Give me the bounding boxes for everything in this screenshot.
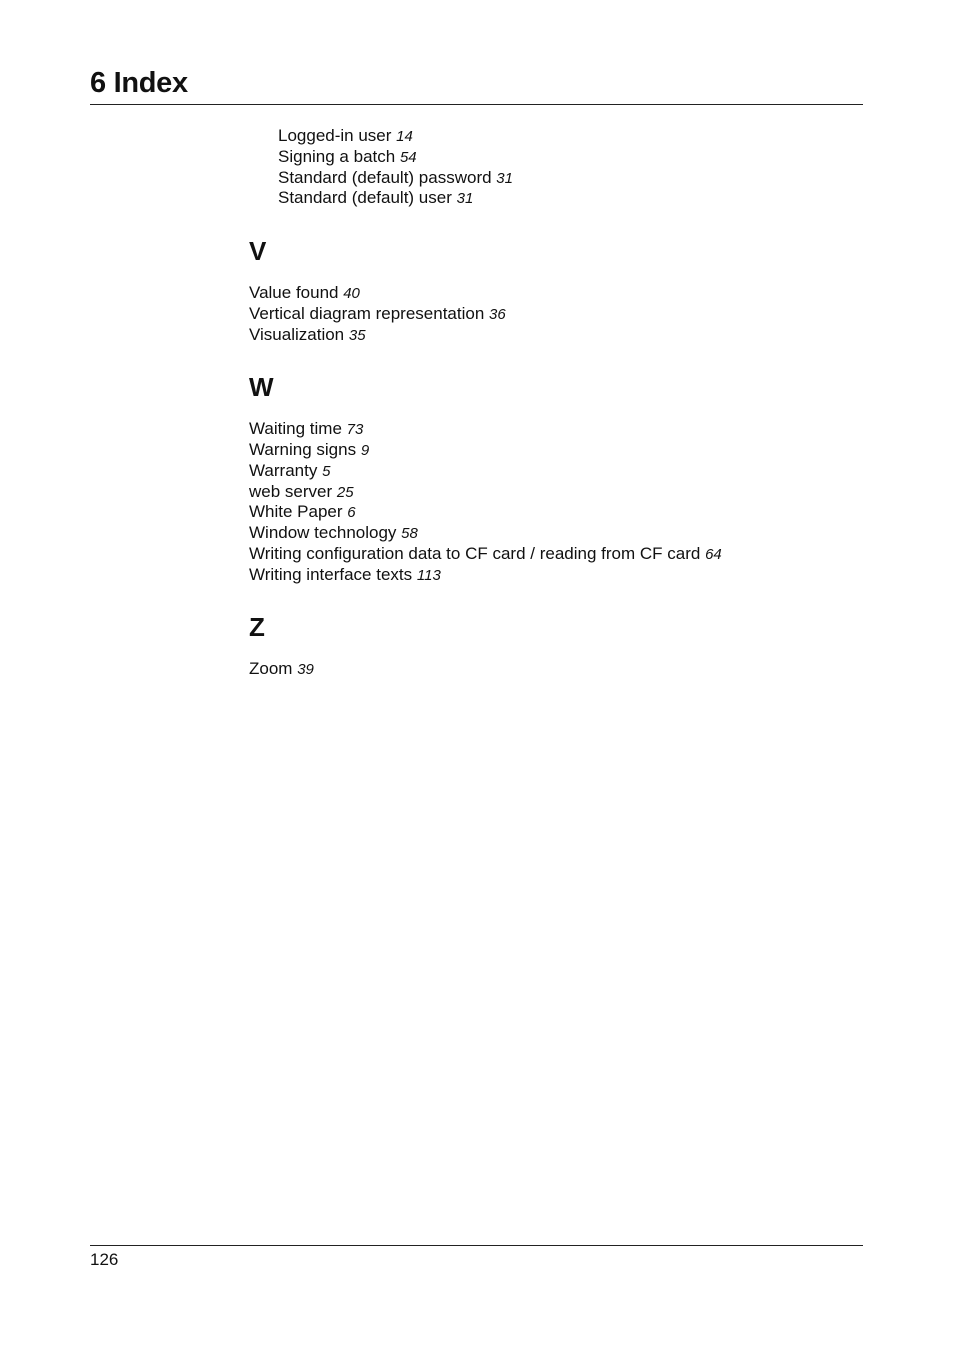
entry-term: White Paper [249, 502, 343, 521]
entry-page-ref: 14 [396, 128, 413, 145]
page-number: 126 [90, 1250, 119, 1269]
entry-page-ref: 31 [496, 170, 513, 187]
index-entry [249, 522, 418, 544]
entry-page-ref: 5 [322, 463, 331, 480]
index-entry [249, 481, 354, 503]
index-entry [249, 418, 363, 440]
entry-term: Standard (default) password [278, 168, 492, 187]
index-entry [249, 543, 722, 565]
index-entry [278, 125, 413, 147]
entry-page-ref: 54 [399, 149, 417, 166]
entry-term: Signing a batch [278, 147, 396, 166]
entry-page-ref: 25 [336, 484, 354, 501]
index-entry [249, 282, 360, 304]
entry-page-ref: 31 [456, 190, 474, 207]
header-rule [90, 104, 863, 105]
entry-term: Warranty [249, 461, 318, 480]
index-entry [249, 501, 356, 523]
entry-page-ref: 40 [343, 285, 360, 302]
entry-term: Value found [249, 283, 339, 302]
index-entry [249, 564, 441, 586]
index-entry [249, 303, 506, 325]
section-letter-v: V [249, 236, 267, 266]
entry-term: Zoom [249, 659, 293, 678]
entry-term: Visualization [249, 325, 345, 344]
index-entry [249, 658, 314, 680]
index-entry [278, 167, 513, 189]
entry-term: Waiting time [249, 419, 342, 438]
entry-page-ref: 73 [346, 421, 364, 438]
entry-term: web server [249, 482, 333, 501]
entry-page-ref: 39 [297, 661, 314, 678]
entry-term: Standard (default) user [278, 188, 452, 207]
footer-rule [90, 1245, 863, 1246]
entry-term: Logged-in user [278, 126, 392, 145]
entry-term: Warning signs [249, 440, 357, 459]
entry-term: Writing configuration data to CF card / reading from CF card [249, 544, 701, 563]
page-title: 6 Index [90, 67, 188, 99]
index-entry [249, 460, 330, 482]
entry-page-ref: 58 [401, 525, 418, 542]
index-entry [249, 324, 366, 346]
index-entry [278, 146, 417, 168]
index-entry [249, 439, 369, 461]
index-entry [278, 187, 473, 209]
entry-page-ref: 64 [705, 546, 722, 563]
section-letter-w: W [249, 372, 274, 402]
entry-page-ref: 6 [347, 504, 356, 521]
entry-term: Window technology [249, 523, 397, 542]
entry-page-ref: 113 [416, 567, 441, 584]
entry-term: Vertical diagram representation [249, 304, 485, 323]
entry-page-ref: 35 [348, 327, 366, 344]
entry-term: Writing interface texts [249, 565, 413, 584]
entry-page-ref: 36 [489, 306, 506, 323]
entry-page-ref: 9 [360, 442, 370, 459]
section-letter-z: Z [249, 612, 265, 642]
